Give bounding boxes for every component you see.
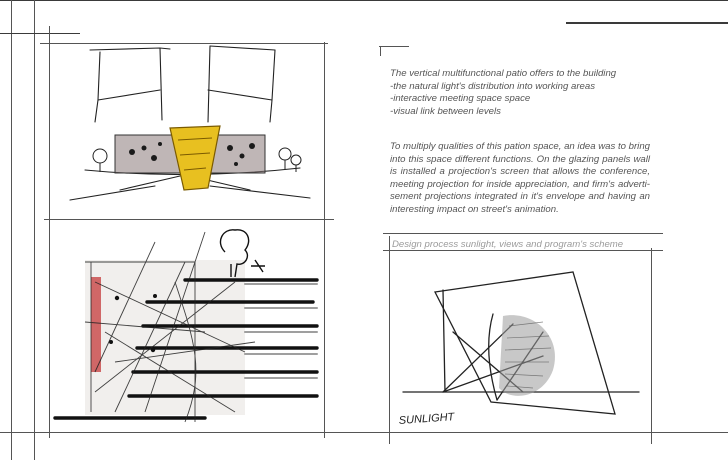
- sketch-column-mid-rule: [44, 219, 334, 220]
- footer-rule: [0, 432, 728, 433]
- left-margin-line-outer: [11, 0, 12, 460]
- building-section-sketch: [55, 222, 325, 427]
- intro-title: The vertical multifunctional patio offers to the building: [390, 68, 617, 79]
- body-line-1: To multiply qualities of this pation space, an idea was to bring: [390, 141, 650, 152]
- sunlight-sketch: [393, 252, 649, 432]
- patio-perspective-sketch: [60, 40, 320, 215]
- intro-block: [390, 68, 616, 118]
- intro-bullet-2: -interactive meeting space space: [390, 93, 531, 105]
- intro-bullet-1: -the natural light's distribution into working areas: [390, 80, 596, 92]
- right-sketch-frame-right: [651, 248, 652, 444]
- circulation-core-red: [91, 277, 101, 372]
- body-paragraph: [390, 141, 650, 217]
- body-line-3: is installed a projection's screen that allows the conference,: [390, 166, 650, 178]
- right-sketch-frame-top: [383, 250, 663, 251]
- body-line-6: interesting impact on street's animation.: [390, 203, 559, 215]
- figure-caption: Design process sunlight, views and program's scheme: [392, 239, 624, 250]
- caption-frame-left: [389, 236, 390, 444]
- body-line-5: sement projections integrated in it's envelope and having an: [390, 191, 650, 203]
- body-line-2: into this space different functions. On the glazing panels wall: [390, 153, 650, 165]
- header-rule-right: [566, 22, 728, 24]
- top-border-line: [0, 0, 728, 1]
- caption-frame-top: [383, 233, 663, 234]
- text-column-top-rule: [379, 46, 409, 47]
- sunlight-label: SUNLIGHT: [398, 411, 455, 427]
- header-rule-left: [0, 33, 80, 34]
- text-column-left-rule: [380, 46, 381, 56]
- patio-yellow-highlight: [170, 126, 220, 190]
- left-margin-line-inner: [34, 0, 35, 460]
- intro-bullet-3: -visual link between levels: [390, 105, 501, 117]
- body-line-4: meeting projection for inside appreciation, and firm's adverti-: [390, 178, 650, 190]
- sketch-column-left-rule: [49, 26, 50, 438]
- light-shadow-area: [499, 315, 555, 396]
